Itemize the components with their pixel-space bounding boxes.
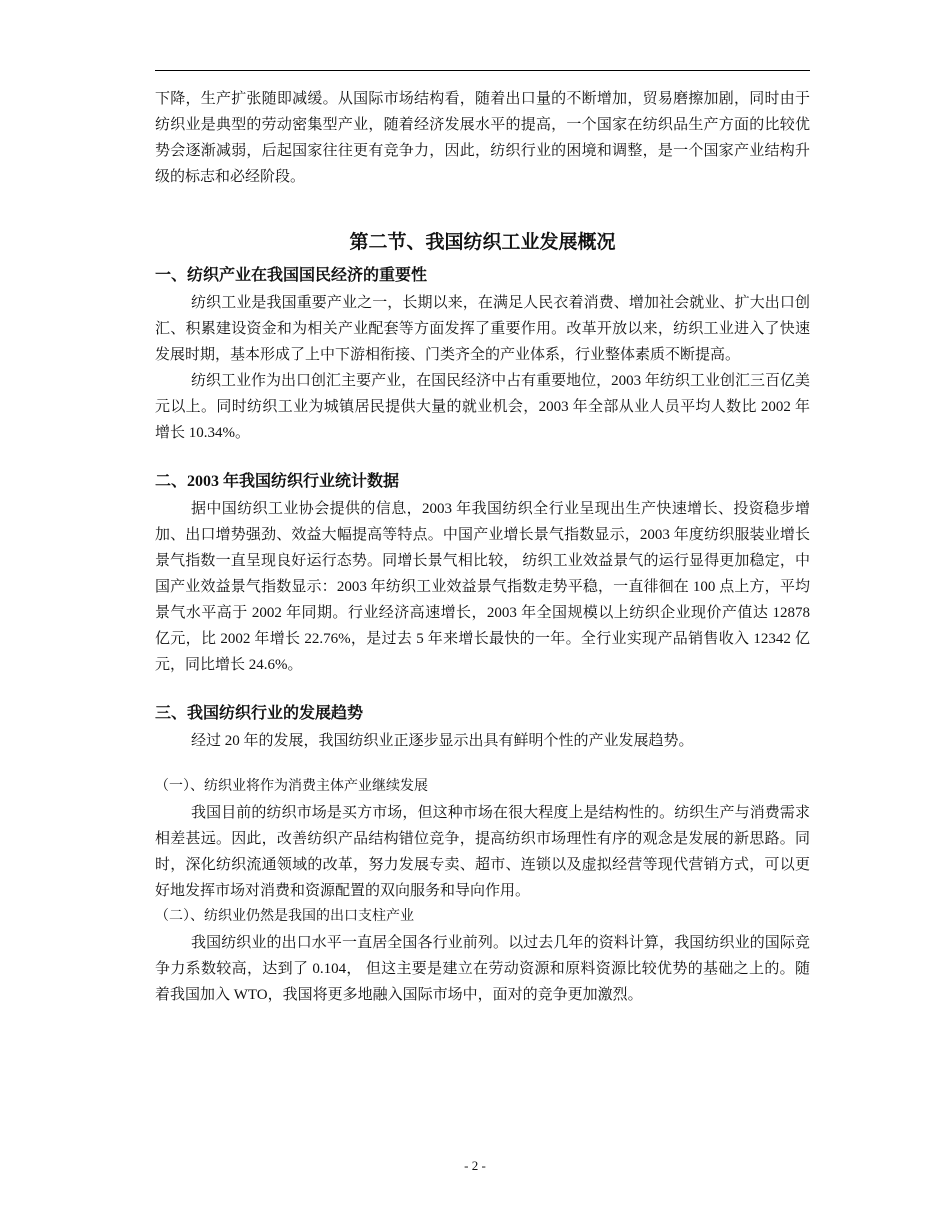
part3-heading: 三、我国纺织行业的发展趋势 (155, 705, 364, 722)
sub2-paragraph: 我国纺织业的出口水平一直居全国各行业前列。以过去几年的资料计算，我国纺织业的国际竞争力系数较高，达到了 0.104， 但这主要是建立在劳动资源和原料资源比较优势的基础之上的。随着我国加入 WTO，我国将更多地融入国际市场中，面对的竞争更加激烈。 (155, 935, 810, 1003)
part2-heading: 二、2003 年我国纺织行业统计数据 (155, 473, 400, 490)
section-title: 第二节、我国纺织工业发展概况 (349, 232, 616, 253)
page-number: - 2 - (464, 1158, 486, 1173)
part2-paragraph-1: 据中国纺织工业协会提供的信息，2003 年我国纺织全行业呈现出生产快速增长、投资稳步增加、出口增势强劲、效益大幅提高等特点。中国产业增长景气指数显示，2003 年度纺织服装业增长景气指数一直呈现良好运行态势。同增长景气相比较， 纺织工业效益景气的运行显得更加稳定，中国产业效益景气指数显示：2003 年纺织工业效益景气指数走势平稳，一直徘徊在 100 点上方，平均景气水平高于 2002 年同期。行业经济高速增长，2003 年全国规模以上纺织企业现价产值达 12878 亿元，比 2002 年增长 22.76%，是过去 5 年来增长最快的一年。全行业实现产品销售收入 12342 亿元，同比增长 24.6%。 (155, 501, 810, 673)
header-rule (155, 70, 810, 71)
sub2-heading: （二）、纺织业仍然是我国的出口支柱产业 (155, 909, 414, 924)
part1-paragraph-2: 纺织工业作为出口创汇主要产业，在国民经济中占有重要地位，2003 年纺织工业创汇三百亿美元以上。同时纺织工业为城镇居民提供大量的就业机会，2003 年全部从业人员平均人数比 2002 年增长 10.34%。 (155, 373, 810, 441)
part1-heading: 一、纺织产业在我国国民经济的重要性 (155, 267, 428, 284)
sub1-paragraph: 我国目前的纺织市场是买方市场，但这种市场在很大程度上是结构性的。纺织生产与消费需求相差甚远。因此，改善纺织产品结构错位竞争，提高纺织市场理性有序的观念是发展的新思路。同时，深化纺织流通领域的改革，努力发展专卖、超市、连锁以及虚拟经营等现代营销方式，可以更好地发挥市场对消费和资源配置的双向服务和导向作用。 (155, 805, 810, 899)
document-body (155, 86, 810, 1008)
sub1-heading: （一）、纺织业将作为消费主体产业继续发展 (155, 779, 428, 794)
intro-paragraph: 下降，生产扩张随即减缓。从国际市场结构看，随着出口量的不断增加，贸易磨擦加剧，同时由于纺织业是典型的劳动密集型产业，随着经济发展水平的提高，一个国家在纺织品生产方面的比较优势会逐渐减弱，后起国家往往更有竞争力，因此，纺织行业的困境和调整，是一个国家产业结构升级的标志和必经阶段。 (155, 91, 810, 185)
part3-paragraph-1: 经过 20 年的发展，我国纺织业正逐步显示出具有鲜明个性的产业发展趋势。 (191, 733, 694, 749)
part1-paragraph-1: 纺织工业是我国重要产业之一，长期以来，在满足人民衣着消费、增加社会就业、扩大出口创汇、积累建设资金和为相关产业配套等方面发挥了重要作用。改革开放以来，纺织工业进入了快速发展时期，基本形成了上中下游相衔接、门类齐全的产业体系，行业整体素质不断提高。 (155, 295, 810, 363)
